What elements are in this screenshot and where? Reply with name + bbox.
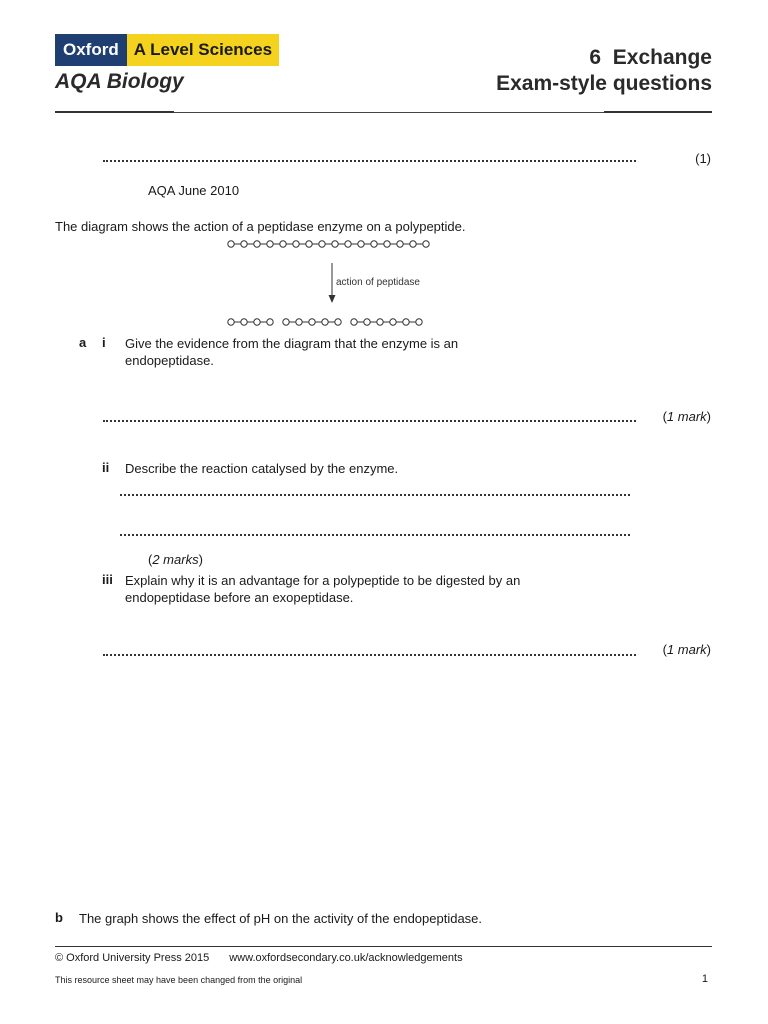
- amino-acid: [371, 241, 377, 247]
- question-ai-line1: Give the evidence from the diagram that the enzyme is an: [125, 336, 459, 351]
- subject-title: AQA Biology: [55, 70, 184, 93]
- question-ai-text: [125, 335, 458, 369]
- footer-url[interactable]: www.oxfordsecondary.co.uk/acknowledgements: [229, 952, 463, 964]
- arrow-down-icon: [329, 295, 336, 303]
- footer-copyright: © Oxford University Press 2015: [55, 952, 210, 964]
- amino-acid: [319, 241, 325, 247]
- amino-acid: [423, 241, 429, 247]
- question-b-label: b: [55, 910, 63, 925]
- amino-acid: [390, 319, 396, 325]
- amino-acid: [332, 241, 338, 247]
- amino-acid: [309, 319, 315, 325]
- answer-line-aii-2[interactable]: [120, 534, 630, 536]
- amino-acid: [358, 241, 364, 247]
- arrow-label: action of peptidase: [336, 277, 420, 288]
- amino-acid: [410, 241, 416, 247]
- amino-acid: [254, 319, 260, 325]
- answer-line-ai[interactable]: [103, 420, 636, 422]
- logo-oxford: Oxford: [55, 34, 127, 66]
- page-number: 1: [701, 973, 708, 985]
- chapter-number: 6: [589, 46, 602, 69]
- amino-acid: [351, 319, 357, 325]
- polypeptide-chain-before: [228, 241, 429, 247]
- amino-acid: [322, 319, 328, 325]
- amino-acid: [267, 319, 273, 325]
- mark-top: (1): [695, 151, 711, 166]
- mark-ai: (1 mark): [662, 409, 711, 424]
- footer-line: [55, 952, 463, 964]
- amino-acid: [384, 241, 390, 247]
- peptidase-diagram: [215, 235, 455, 335]
- answer-line-aiii[interactable]: [103, 654, 636, 656]
- intro-text: The diagram shows the action of a peptidase enzyme on a polypeptide.: [55, 219, 466, 234]
- amino-acid: [241, 319, 247, 325]
- amino-acid: [397, 241, 403, 247]
- header-rule-right-accent: [604, 111, 712, 113]
- mark-aii-value: 2 marks: [152, 552, 199, 567]
- amino-acid: [283, 319, 289, 325]
- amino-acid: [403, 319, 409, 325]
- amino-acid: [306, 241, 312, 247]
- question-ai-label: i: [102, 335, 106, 350]
- question-aiii-line1: Explain why it is an advantage for a polypeptide to be digested by an: [125, 573, 521, 588]
- question-aiii-text: [125, 572, 520, 606]
- amino-acid: [254, 241, 260, 247]
- answer-line-top: [103, 160, 636, 162]
- question-ai-line2: endopeptidase.: [125, 353, 214, 368]
- header-rule-left-accent: [55, 111, 174, 113]
- mark-aiii: (1 mark): [662, 642, 711, 657]
- footer-note: This resource sheet may have been changed from the original: [55, 975, 303, 985]
- amino-acid: [364, 319, 370, 325]
- amino-acid: [335, 319, 341, 325]
- amino-acid: [377, 319, 383, 325]
- chapter-heading: [496, 45, 712, 97]
- amino-acid: [228, 319, 234, 325]
- amino-acid: [267, 241, 273, 247]
- amino-acid: [296, 319, 302, 325]
- logo-sciences: A Level Sciences: [127, 34, 279, 66]
- publisher-logo: [55, 34, 279, 66]
- amino-acid: [293, 241, 299, 247]
- amino-acid: [228, 241, 234, 247]
- footer-rule: [55, 946, 712, 947]
- amino-acid: [345, 241, 351, 247]
- question-aiii-line2: endopeptidase before an exopeptidase.: [125, 590, 354, 605]
- question-aii-text: Describe the reaction catalysed by the enzyme.: [125, 461, 399, 476]
- polypeptide-fragments-after: [228, 319, 422, 325]
- answer-line-aii-1[interactable]: [120, 494, 630, 496]
- mark-ai-value: 1 mark: [666, 409, 707, 424]
- question-aiii-label: iii: [102, 572, 113, 587]
- section-title: Exam-style questions: [496, 72, 712, 95]
- question-a-label: a: [79, 335, 87, 350]
- mark-aii: (2 marks): [148, 552, 203, 567]
- amino-acid: [241, 241, 247, 247]
- amino-acid: [280, 241, 286, 247]
- amino-acid: [416, 319, 422, 325]
- source-label: AQA June 2010: [148, 183, 240, 198]
- question-b-text: The graph shows the effect of pH on the activity of the endopeptidase.: [79, 911, 483, 926]
- question-aii-label: ii: [102, 460, 110, 475]
- chapter-title: Exchange: [612, 46, 712, 69]
- mark-aiii-value: 1 mark: [666, 642, 707, 657]
